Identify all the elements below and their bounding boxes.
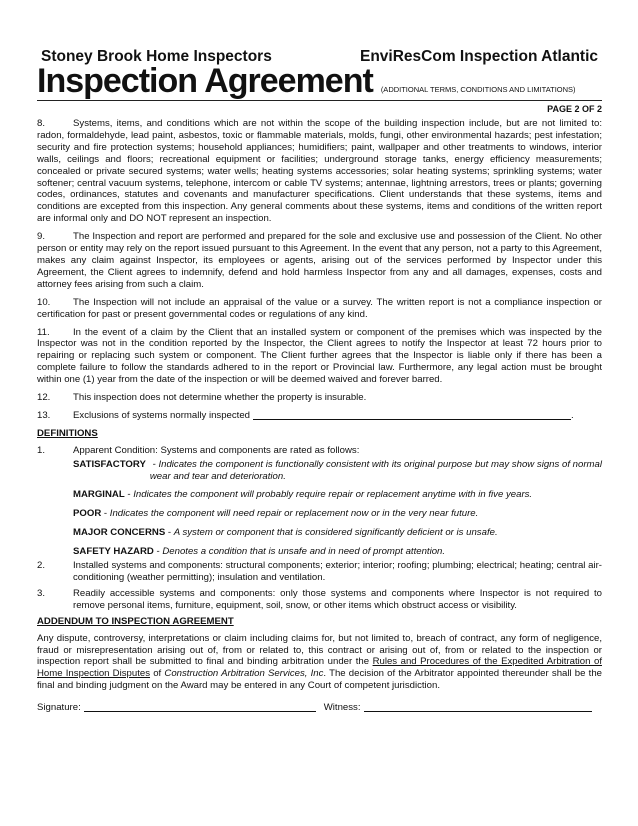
clause-8: 8. Systems, items, and conditions which are not within the scope of the building inspection include, but are not limited to: radon, formaldehyde, lead paint, asbestos, toxic or flammable materials, molds, fungi, other environmental hazards; pest infestation; security and fire protection systems; household appliances; humidifiers; paint, wallpaper and other treatments to windows, interior walls, ceilings and floors; recreational equipment or facilities; underground storage tanks, energy efficiency measurements; concealed or private secured systems; water wells; heating systems accessories; solar heating systems; sprinkling systems; water softener; central vacuum systems, telephone, intercom or cable TV systems; antennae, lightning arrestors, trees or plants; governing codes, ordinances, statutes and covenants and manufacturer specifications. Client understands that these systems, items and conditions are excepted from this inspection. Any general comments about these systems, items and conditions of the written report are informal only and DO NOT represent an inspection. (37, 118, 602, 225)
rating-safety-hazard: SAFETY HAZARD - Denotes a condition that is unsafe and in need of prompt attention. (73, 546, 446, 558)
arbitration-rules-reference: Rules and Procedures of the Expedited Arbitration of Home Inspection Disputes (37, 656, 602, 680)
clause-10: 10. The Inspection will not include an appraisal of the value or a survey. The written report is not a compliance inspection or certification for past or present governmental codes or regulations of any kind. (37, 296, 602, 320)
exclusions-blank-field[interactable] (253, 410, 571, 420)
rating-major-concerns: MAJOR CONCERNS - A system or component that is considered significantly deficient or is unsafe. (73, 527, 498, 539)
clause-13: 13. Exclusions of systems normally inspected . (37, 409, 574, 421)
signature-label: Signature: (37, 702, 81, 714)
left-company-name: Stoney Brook Home Inspectors (41, 48, 272, 65)
signature-row (37, 702, 602, 714)
document-page (37, 48, 602, 714)
clause-11: 11. In the event of a claim by the Client that an installed system or component of the premises which was inspected by the Inspector was not in the condition reported by the Inspector, the Client agrees to notify the Inspector at least 72 hours prior to repairing or replacing such system or component. The Client further agrees that the Inspector is liable only if there has been a complete failure to follow the standards adhered to in the report or Provincial law. Furthermore, any legal action must be brought within one (1) year from the date of the inspection or will be deemed waived and forever barred. (37, 326, 602, 386)
right-company-name: EnviResCom Inspection Atlantic (360, 48, 598, 65)
rating-marginal: MARGINAL - Indicates the component will probably require repair or replacement anytime with in five years. (73, 489, 533, 501)
signature-field[interactable] (84, 702, 316, 712)
definition-3: 3. Readily accessible systems and components: only those systems and components where Inspector is not required to remove personal items, furniture, equipment, soil, snow, or other items which obstruct access or visibility. (37, 587, 602, 611)
addendum-heading: ADDENDUM TO INSPECTION AGREEMENT (37, 615, 234, 627)
definition-1: 1. Apparent Condition: Systems and components are rated as follows: (37, 444, 360, 456)
page-number: PAGE 2 OF 2 (547, 104, 602, 114)
rating-satisfactory: SATISFACTORY - Indicates the component is functionally consistent with its original purpose but may show signs of normal wear and tear and deterioration. (73, 458, 603, 482)
document-title: Inspection Agreement (37, 62, 373, 100)
title-row (37, 64, 602, 98)
rating-poor: POOR - Indicates the component will need repair or replacement now or in the very near future. (73, 508, 479, 520)
definition-2: 2. Installed systems and components: structural components; exterior; interior; roofing; plumbing; electrical; heating; central air-conditioning (weather permitting); insulation and ventilation. (37, 560, 602, 583)
clause-9: 9. The Inspection and report are performed and prepared for the sole and exclusive use and possession of the Client. No other person or entity may rely on the report issued pursuant to this Agreement. In the event that any person, not a party to this Agreement, makes any claim against Inspector, its employees or agents, arising out of the services performed by Inspector under this Agreement, the Client agrees to indemnify, defend and hold harmless Inspector from any and all damages, expenses, costs and attorney fees arising from such a claim. (37, 231, 602, 290)
witness-field[interactable] (364, 702, 592, 712)
addendum-text: Any dispute, controversy, interpretations or claim including claims for, but not limited to, breach of contract, any form of negligence, fraud or misrepresentation arising out of, from or related to, this contract or arising out of, from or related to the inspection or inspection report shall be submitted to final and binding arbitration under the Rules and Procedures of the Expedited Arbitration of Home Inspection Disputes of Construction Arbitration Services, Inc. The decision of the Arbitrator appointed thereunder shall be the final and binding judgment on the Award may be entered in any Court of competent jurisdiction. (37, 632, 602, 692)
header-divider (37, 100, 602, 101)
clause-12: 12. This inspection does not determine whether the property is insurable. (37, 392, 367, 404)
document-subtitle: (ADDITIONAL TERMS, CONDITIONS AND LIMITATIONS) (380, 85, 576, 94)
definitions-heading: DEFINITIONS (37, 427, 98, 439)
document-body (37, 118, 602, 714)
witness-label: Witness: (323, 702, 361, 714)
